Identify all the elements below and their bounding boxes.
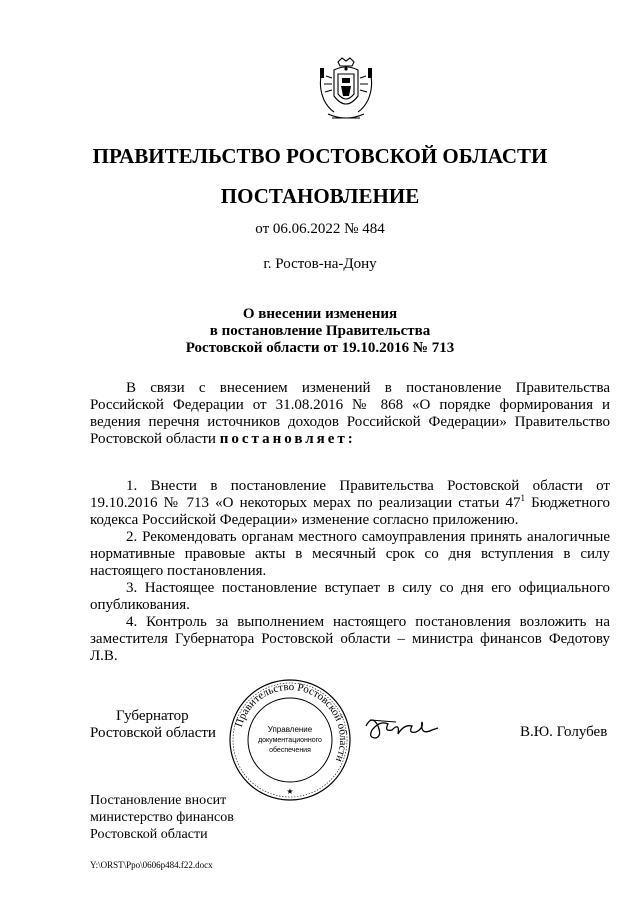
handwritten-signature xyxy=(362,712,442,742)
subject-line: О внесении изменения xyxy=(242,306,398,322)
stamp-inner-line: обеспечения xyxy=(269,747,311,754)
stamp-inner-line: Управление xyxy=(267,725,313,734)
subject-line: Ростовской области от 19.10.2016 № 713 xyxy=(185,340,455,356)
document-type: ПОСТАНОВЛЕНИЕ xyxy=(220,184,420,208)
coat-of-arms-emblem xyxy=(314,56,378,126)
signatory-position: Губернатор Ростовской области xyxy=(90,708,216,741)
resolves-word: постановляет: xyxy=(219,431,356,447)
list-item: 2. Рекомендовать органам местного самоуправления принять аналогичные нормативные правовые акты в месячный срок со дня вступления в силу настоящего постановления. xyxy=(90,529,610,579)
government-title: ПРАВИТЕЛЬСТВО РОСТОВСКОЙ ОБЛАСТИ xyxy=(92,144,548,168)
preamble-text: В связи с внесением изменений в постановление Правительства Российской Федерации от 31.08.2016 № 868 «О порядке формирования и ведения перечня источников доходов Российской Федерации» Правительство Ростовской области xyxy=(90,380,610,447)
document-subject xyxy=(30,306,610,357)
official-stamp xyxy=(228,678,352,802)
stamp-outer-text: Правительство Ростовской области xyxy=(232,680,350,764)
document-date-number: от 06.06.2022 № 484 xyxy=(255,221,385,237)
preamble-paragraph xyxy=(90,380,610,448)
superscript: 1 xyxy=(520,493,525,503)
list-item: 1. Внести в постановление Правительства Ростовской области от 19.10.2016 № 713 «О некоторых мерах по реализации статьи $47^1$ Бюджетного кодекса Российской Федерации» изменение согласно приложению. xyxy=(90,478,610,528)
resolution-items xyxy=(90,478,610,665)
list-item: 3. Настоящее постановление вступает в силу со дня его официального опубликования. xyxy=(90,580,610,613)
stamp-star-icon: ★ xyxy=(286,787,294,796)
signatory-name: В.Ю. Голубев xyxy=(520,724,608,740)
list-item: 4. Контроль за выполнением настоящего постановления возложить на заместителя Губернатора Ростовской области – министра финансов Федотову Л.В. xyxy=(90,614,610,664)
file-path: Y:\ORST\Ppo\0606p484.f22.docx xyxy=(90,860,213,870)
document-city: г. Ростов-на-Дону xyxy=(263,256,377,272)
stamp-inner-line: документационного xyxy=(258,737,322,744)
subject-line: в постановление Правительства xyxy=(209,323,431,339)
submitted-by: Постановление вносит министерство финансов Ростовской области xyxy=(90,793,234,842)
